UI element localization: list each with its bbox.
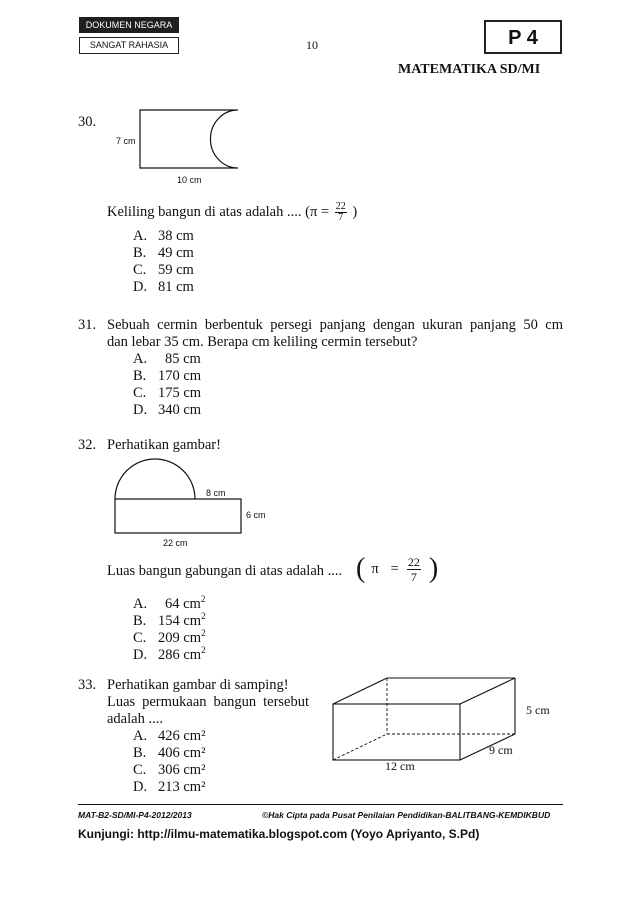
question-number: 31. [78, 317, 97, 333]
option-c[interactable]: C. 306 cm² [133, 762, 206, 778]
q32-prompt: Luas bangun gabungan di atas adalah .... [107, 563, 343, 579]
q32-text: Perhatikan gambar! [107, 437, 221, 453]
q30-height-label: 7 cm [116, 136, 136, 146]
option-a[interactable]: A. 426 cm² [133, 728, 206, 744]
question-number: 30. [78, 114, 97, 130]
q30-text: Keliling bangun di atas adalah .... (π = [107, 203, 330, 220]
doc-label: DOKUMEN NEGARA [79, 17, 179, 33]
footer-copyright: ©Hak Cipta pada Pusat Penilaian Pendidikan-BALITBANG-KEMDIKBUD [262, 810, 551, 820]
q30-stem [107, 202, 357, 223]
option-b[interactable]: B. 154 $cm^2$ [133, 611, 206, 629]
q33-figure [325, 672, 565, 777]
q32-width-label: 22 cm [163, 538, 188, 548]
q30-figure [110, 108, 250, 188]
q33-line1: Perhatikan gambar di samping! [107, 677, 289, 693]
option-b[interactable]: B. 170 cm [133, 368, 202, 384]
question-number: 33. [78, 677, 97, 693]
q31-line1: Sebuah cermin berbentuk persegi panjang dengan ukuran panjang 50 cm [107, 317, 563, 333]
q33-line3: adalah .... [107, 711, 163, 727]
q32-diameter-label: 8 cm [206, 488, 226, 498]
pi-formula: ( π = $\frac{22}{7}$ ) [356, 553, 439, 584]
footer-visit: Kunjungi: http://ilmu-matematika.blogspot.com (Yoyo Apriyanto, S.Pd) [78, 827, 480, 841]
option-b[interactable]: B. 49 cm [133, 245, 194, 261]
q30-width-label: 10 cm [177, 175, 202, 185]
secret-label: SANGAT RAHASIA [79, 37, 179, 54]
option-a[interactable]: A. 64 $cm^2$ [133, 594, 206, 612]
option-c[interactable]: C. 209 $cm^2$ [133, 628, 206, 646]
page-number: 10 [306, 38, 318, 52]
option-d[interactable]: D. 81 cm [133, 279, 194, 295]
q33-length-label: 12 cm [385, 759, 415, 773]
question-number: 32. [78, 437, 97, 453]
q31-line2: dan lebar 35 cm. Berapa cm keliling cermin tersebut? [107, 334, 418, 350]
q30-close: ) [352, 203, 358, 220]
paper-code: P 4 [484, 20, 562, 54]
q33-line2: Luas permukaan bangun tersebut [107, 694, 309, 710]
footer-code: MAT-B2-SD/MI-P4-2012/2013 [78, 810, 192, 820]
option-d[interactable]: D. 213 cm² [133, 779, 206, 795]
footer-divider [78, 804, 563, 805]
subject-title: MATEMATIKA SD/MI [398, 62, 541, 77]
option-d[interactable]: D. 340 cm [133, 402, 202, 418]
option-a[interactable]: A. 85 cm [133, 351, 201, 367]
option-d[interactable]: D. 286 $cm^2$ [133, 645, 206, 663]
option-b[interactable]: B. 406 cm² [133, 745, 206, 761]
pi-fraction: $\frac{22}{7}$ [335, 201, 346, 223]
option-c[interactable]: C. 59 cm [133, 262, 194, 278]
option-c[interactable]: C. 175 cm [133, 385, 202, 401]
q33-depth-label: 9 cm [489, 743, 513, 757]
q33-height-label: 5 cm [526, 703, 550, 717]
option-a[interactable]: A. 38 cm [133, 228, 194, 244]
q32-height-label: 6 cm [246, 510, 266, 520]
q32-figure [108, 455, 283, 550]
